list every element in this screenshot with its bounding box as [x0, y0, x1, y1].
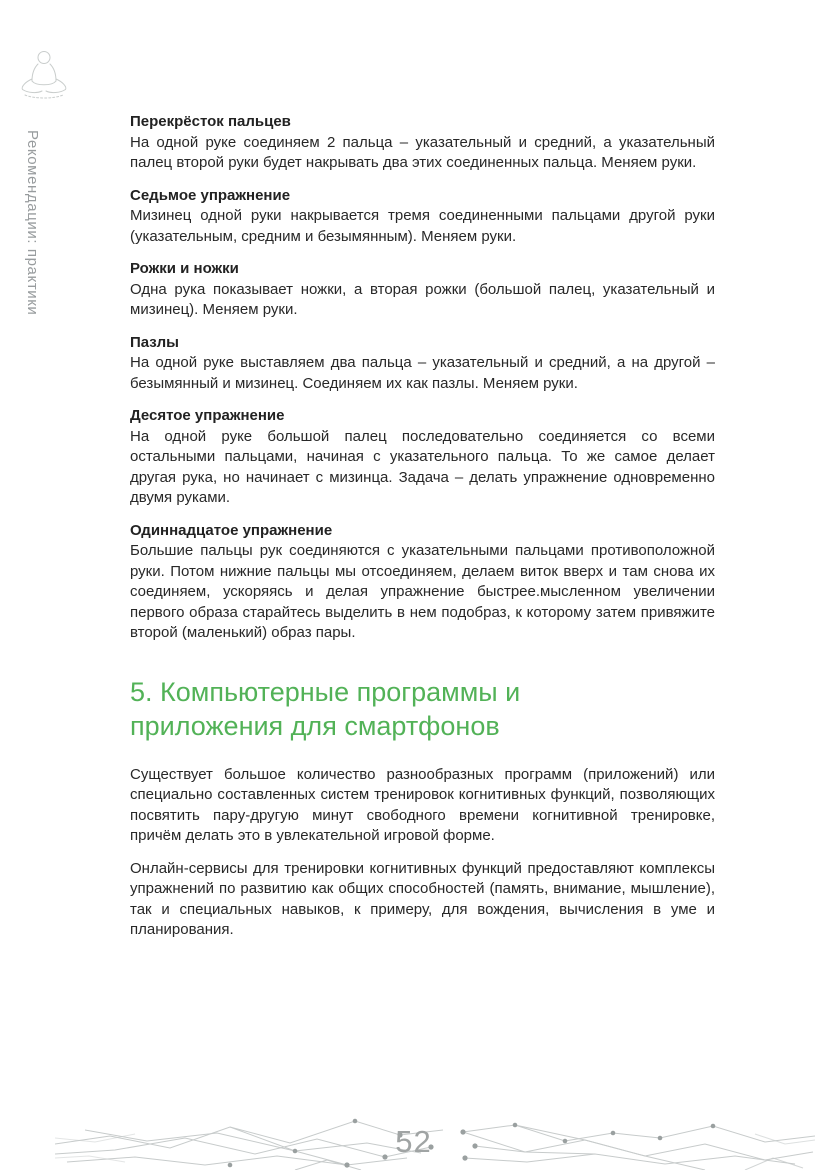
section-heading: Рожки и ножки	[130, 260, 239, 277]
exercise-section	[130, 406, 715, 509]
section-body: Мизинец одной руки накрывается тремя соединенными пальцами другой руки (указательным, средним и безымянным). Меняем руки.	[130, 207, 715, 245]
chapter-title: 5. Компьютерные программы и приложения для смартфонов	[130, 676, 521, 741]
section-body: На одной руке соединяем 2 пальца – указательный и средний, а указательный палец второй руки будет накрывать два этих соединенных пальца. Меняем руки.	[130, 133, 715, 171]
exercise-section	[130, 259, 715, 321]
network-decoration-right	[455, 1112, 815, 1170]
network-decoration-left	[55, 1112, 445, 1170]
section-body: На одной руке большой палец последовательно соединяется со всеми остальными пальцами, начиная с указательного пальца. То же самое делает другая рука, но начинает с мизинца. Задача – делать упражнение одновременно двумя руками.	[130, 427, 715, 506]
section-heading: Перекрёсток пальцев	[130, 113, 291, 130]
chapter-paragraph: Существует большое количество разнообразных программ (приложений) или специально составленных систем тренировок когнитивных функций, позволяющих посвятить пару-другую минут свободного времени когнитивной тренировке, причём делать это в увлекательной игровой форме.	[130, 765, 715, 844]
section-body: На одной руке выставляем два пальца – указательный и средний, а на другой – безымянный и мизинец. Соединяем их как пазлы. Меняем руки.	[130, 354, 715, 392]
exercise-section	[130, 521, 715, 644]
section-body: Одна рука показывает ножки, а вторая рожки (большой палец, указательный и мизинец). Меняем руки.	[130, 280, 715, 318]
exercise-section	[130, 333, 715, 395]
section-heading: Одиннадцатое упражнение	[130, 521, 333, 539]
section-heading: Седьмое упражнение	[130, 186, 291, 204]
page-number: 52	[395, 1124, 432, 1159]
section-heading: Пазлы	[130, 333, 179, 351]
chapter-paragraph: Онлайн-сервисы для тренировки когнитивных функций предоставляют комплексы упражнений по развитию как общих способностей (память, внимание, мышление), так и специальных навыков, к примеру, для вождения, вычисления в уме и планирования.	[130, 859, 715, 938]
section-body: Большие пальцы рук соединяются с указательными пальцами противоположной руки. Потом нижние пальцы мы отсоединяем, делаем виток вверх и там снова их соединяем, ускоряясь и делая упражнение быстрее.мысленном увеличении первого образа старайтесь выделить в нем подобраз, к которому затем привяжите второй (маленький) образ пары.	[130, 542, 715, 641]
sidebar-caption: Рекомендации: практики	[24, 130, 41, 316]
section-heading: Десятое упражнение	[130, 407, 285, 424]
meditation-person-icon	[18, 48, 70, 102]
exercise-section	[130, 186, 715, 248]
exercise-section	[130, 112, 715, 174]
content-column	[130, 112, 715, 953]
